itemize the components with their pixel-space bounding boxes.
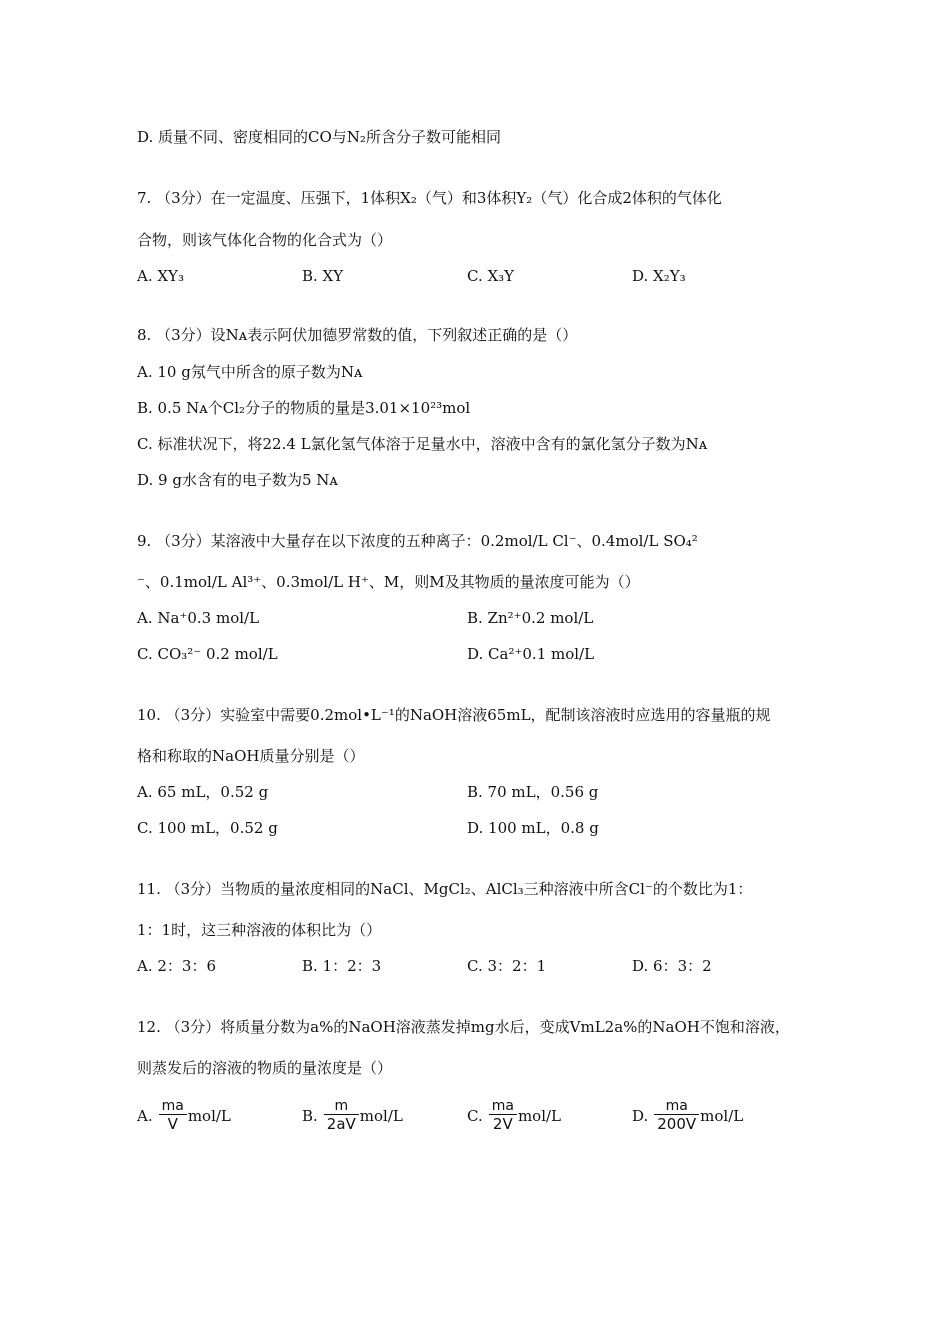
q9-stem-line1: 9. （3分）某溶液中大量存在以下浓度的五种离子：0.2mol/L Cl⁻、0.4mol/L SO₄² <box>137 532 698 550</box>
q12-stem-line2: 则蒸发后的溶液的物质的量浓度是（） <box>137 1059 393 1077</box>
q12-option-c-numerator: ma <box>489 1098 517 1115</box>
q10-option-d: D. 100 mL，0.8 g <box>467 819 599 837</box>
q10-option-c: C. 100 mL，0.52 g <box>137 819 278 837</box>
q12-option-d <box>632 1098 743 1133</box>
q9-stem-line2: ⁻、0.1mol/L Al³⁺、0.3mol/L H⁺、M，则M及其物质的量浓度可能为（） <box>137 573 640 591</box>
q10-stem-line2: 格和称取的NaOH质量分别是（） <box>137 747 365 765</box>
q12-stem-line1: 12. （3分）将质量分数为a%的NaOH溶液蒸发掉mg水后，变成VmL2a%的NaOH不饱和溶液， <box>137 1018 790 1036</box>
q7-stem-line2: 合物，则该气体化合物的化合式为（） <box>137 231 393 249</box>
q8-option-d: D. 9 g水含有的电子数为5 Nᴀ <box>137 471 338 489</box>
q9-option-d: D. Ca²⁺0.1 mol/L <box>467 645 595 663</box>
q12-option-c-unit: mol/L <box>517 1106 562 1125</box>
q12-option-c-denominator: 2V <box>492 1115 513 1133</box>
q7-stem-line1: 7. （3分）在一定温度、压强下，1体积X₂（气）和3体积Y₂（气）化合成2体积的气体化 <box>137 189 722 207</box>
q9-option-c: C. CO₃²⁻ 0.2 mol/L <box>137 645 278 663</box>
q12-option-a-fraction <box>159 1098 187 1133</box>
q12-option-a-label: A. <box>137 1106 153 1125</box>
q9-option-b: B. Zn²⁺0.2 mol/L <box>467 609 594 627</box>
q12-option-d-fraction <box>654 1098 699 1133</box>
q11-stem-line2: 1：1时，这三种溶液的体积比为（） <box>137 921 382 939</box>
q11-option-d: D. 6：3：2 <box>632 957 712 975</box>
q7-option-c: C. X₃Y <box>467 267 515 285</box>
q12-option-c <box>467 1098 561 1133</box>
q7-option-b: B. XY <box>302 267 344 285</box>
q12-option-a-unit: mol/L <box>187 1106 231 1125</box>
q12-option-a-denominator: V <box>167 1115 178 1133</box>
q10-option-b: B. 70 mL，0.56 g <box>467 783 599 801</box>
q8-stem: 8. （3分）设Nᴀ表示阿伏加德罗常数的值，下列叙述正确的是（） <box>137 326 578 344</box>
q7-option-a: A. XY₃ <box>137 267 184 285</box>
q12-option-d-denominator: 200V <box>657 1115 697 1133</box>
q12-option-b-unit: mol/L <box>359 1106 403 1125</box>
q12-option-c-fraction <box>489 1098 517 1133</box>
q11-option-b: B. 1：2：3 <box>302 957 382 975</box>
q12-option-b-fraction <box>324 1098 359 1133</box>
q12-option-d-numerator: ma <box>654 1098 699 1115</box>
q7-option-d: D. X₂Y₃ <box>632 267 686 285</box>
q10-stem-line1: 10. （3分）实验室中需要0.2mol•L⁻¹的NaOH溶液65mL，配制该溶液时应选用的容量瓶的规 <box>137 706 771 724</box>
q6-option-d: D. 质量不同、密度相同的CO与N₂所含分子数可能相同 <box>137 128 501 146</box>
q12-option-a <box>137 1098 231 1133</box>
q8-option-b: B. 0.5 Nᴀ个Cl₂分子的物质的量是3.01×10²³mol <box>137 399 471 417</box>
q8-option-c: C. 标准状况下，将22.4 L氯化氢气体溶于足量水中，溶液中含有的氯化氢分子数为Nᴀ <box>137 435 708 453</box>
q12-option-b <box>302 1098 403 1133</box>
q12-option-d-unit: mol/L <box>700 1106 744 1125</box>
q12-option-a-numerator: ma <box>159 1098 187 1115</box>
q11-option-c: C. 3：2：1 <box>467 957 547 975</box>
q12-option-b-denominator: 2aV <box>326 1115 356 1133</box>
q11-option-a: A. 2：3：6 <box>137 957 216 975</box>
q12-option-b-numerator: m <box>324 1098 359 1115</box>
q12-option-c-label: C. <box>467 1106 483 1125</box>
q9-option-a: A. Na⁺0.3 mol/L <box>137 609 260 627</box>
q12-option-b-label: B. <box>302 1106 318 1125</box>
q12-option-d-label: D. <box>632 1106 649 1125</box>
q8-option-a: A. 10 g氖气中所含的原子数为Nᴀ <box>137 363 363 381</box>
q11-stem-line1: 11. （3分）当物质的量浓度相同的NaCl、MgCl₂、AlCl₃三种溶液中所含Cl⁻的个数比为1： <box>137 880 753 898</box>
q10-option-a: A. 65 mL，0.52 g <box>137 783 269 801</box>
